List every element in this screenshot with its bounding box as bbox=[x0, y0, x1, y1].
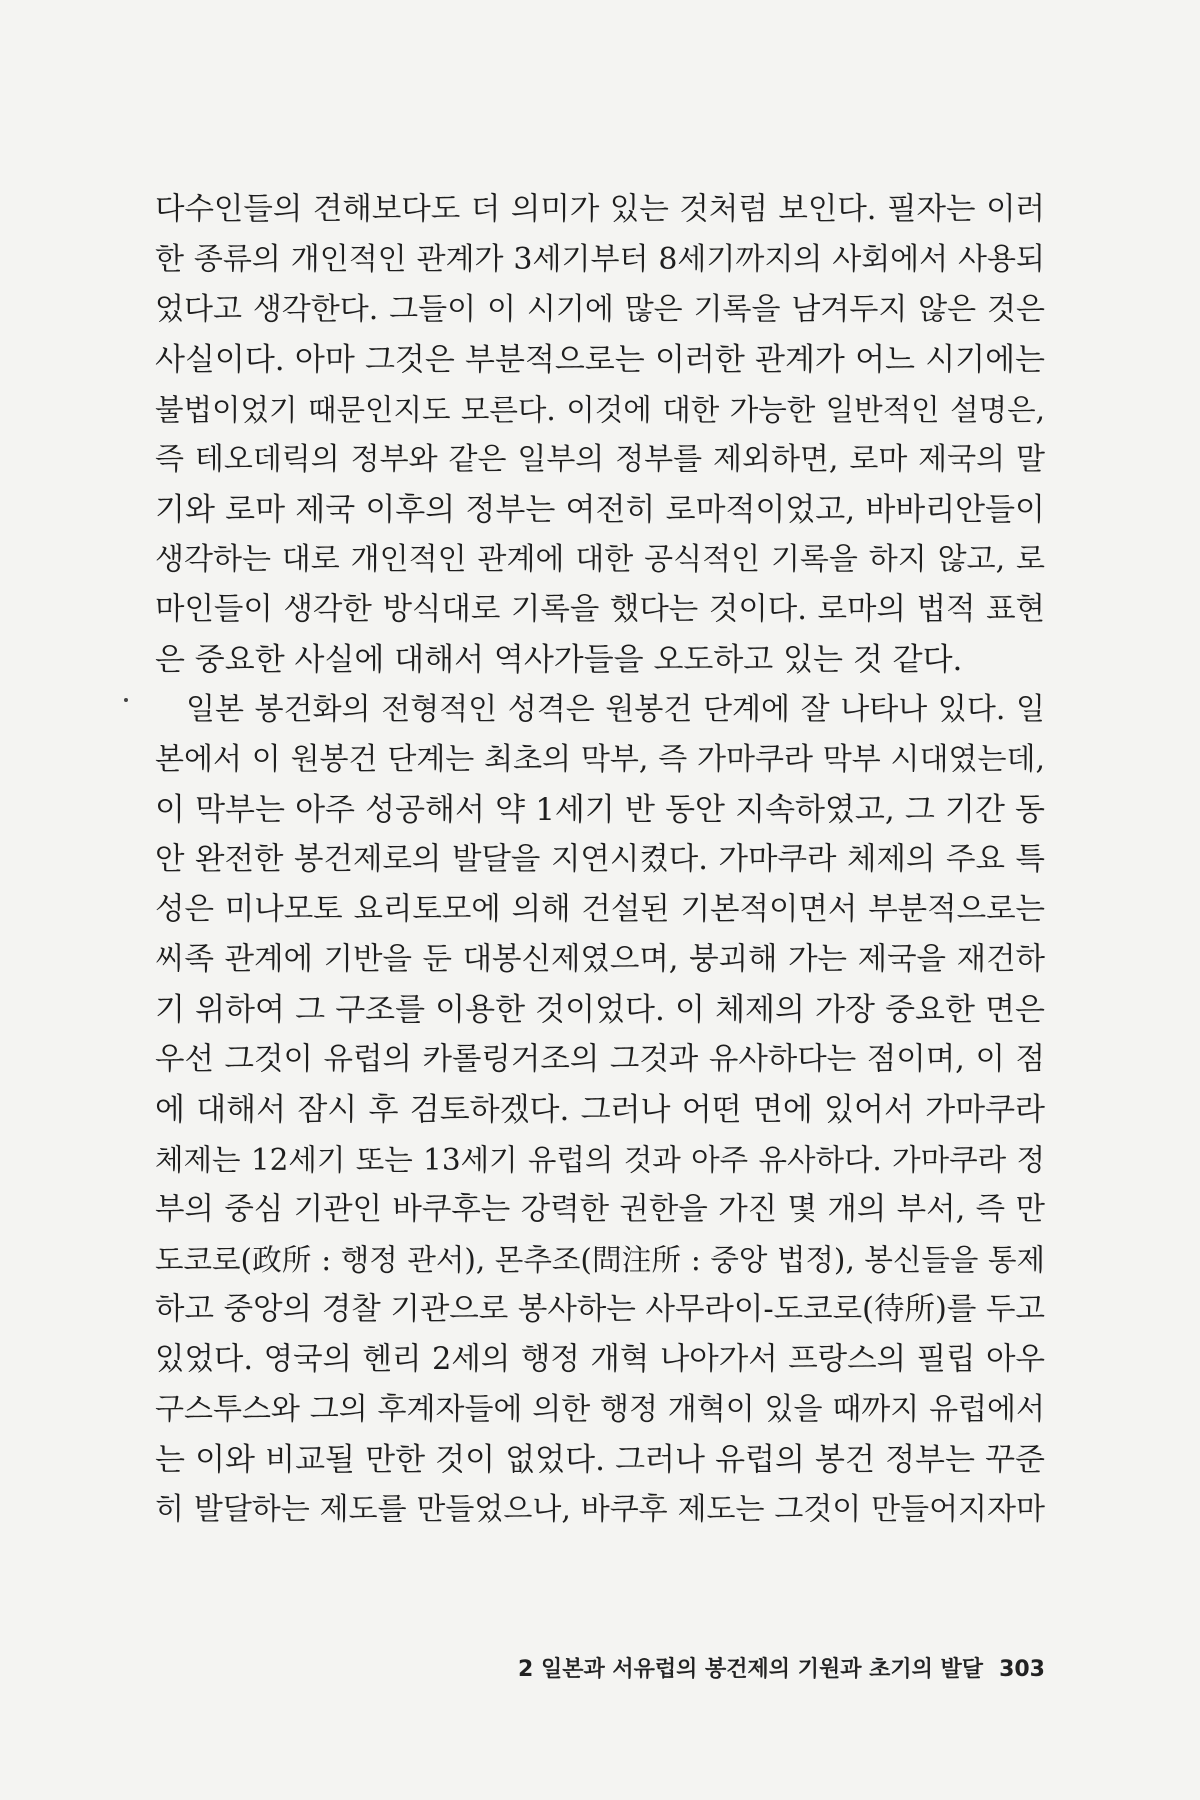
text-line: 한 종류의 개인적인 관계가 3세기부터 8세기까지의 사회에서 사용되 bbox=[155, 242, 1045, 277]
running-title: 2 일본과 서유럽의 봉건제의 기원과 초기의 발달 bbox=[518, 1657, 984, 1682]
text-line: 마인들이 생각한 방식대로 기록을 했다는 것이다. 로마의 법적 표현 bbox=[155, 592, 1045, 627]
text-line: 은 중요한 사실에 대해서 역사가들을 오도하고 있는 것 같다. bbox=[155, 642, 963, 678]
text-line: 다수인들의 견해보다도 더 의미가 있는 것처럼 보인다. 필자는 이러 bbox=[155, 192, 1045, 227]
text-line: 생각하는 대로 개인적인 관계에 대한 공식적인 기록을 하지 않고, 로 bbox=[155, 542, 1045, 577]
text-line: 도코로(政所 : 행정 관서), 몬추조(問注所 : 중앙 법정), 봉신들을 통제 bbox=[155, 1243, 1045, 1277]
text-line: 씨족 관계에 기반을 둔 대봉신제였으며, 붕괴해 가는 제국을 재건하 bbox=[155, 942, 1045, 977]
text-line: 우선 그것이 유럽의 카롤링거조의 그것과 유사하다는 점이며, 이 점 bbox=[155, 1042, 1045, 1077]
text-line: 안 완전한 봉건제로의 발달을 지연시켰다. 가마쿠라 체제의 주요 특 bbox=[155, 842, 1045, 877]
page-number: 303 bbox=[999, 1657, 1045, 1682]
text-line: 성은 미나모토 요리토모에 의해 건설된 기본적이면서 부분적으로는 bbox=[155, 892, 1045, 927]
text-line: 부의 중심 기관인 바쿠후는 강력한 권한을 가진 몇 개의 부서, 즉 만 bbox=[155, 1192, 1045, 1227]
text-line: 이 막부는 아주 성공해서 약 1세기 반 동안 지속하였고, 그 기간 동 bbox=[155, 792, 1045, 828]
text-line: 즉 테오데릭의 정부와 같은 일부의 정부를 제외하면, 로마 제국의 말 bbox=[155, 442, 1045, 477]
text-line: 구스투스와 그의 후계자들에 의한 행정 개혁이 있을 때까지 유럽에서 bbox=[155, 1392, 1045, 1427]
text-line: 하고 중앙의 경찰 기관으로 봉사하는 사무라이-도코로(待所)를 두고 bbox=[155, 1292, 1045, 1327]
text-line: 불법이었기 때문인지도 모른다. 이것에 대한 가능한 일반적인 설명은, bbox=[155, 393, 1045, 427]
text-line: 는 이와 비교될 만한 것이 없었다. 그러나 유럽의 봉건 정부는 꾸준 bbox=[155, 1442, 1045, 1478]
page-footer bbox=[440, 1653, 1045, 1687]
text-line: 히 발달하는 제도를 만들었으나, 바쿠후 제도는 그것이 만들어지자마 bbox=[155, 1492, 1045, 1527]
text-line: 체제는 12세기 또는 13세기 유럽의 것과 아주 유사하다. 가마쿠라 정 bbox=[155, 1143, 1045, 1177]
text-line: 사실이다. 아마 그것은 부분적으로는 이러한 관계가 어느 시기에는 bbox=[155, 342, 1045, 378]
text-line: 에 대해서 잠시 후 검토하겠다. 그러나 어떤 면에 있어서 가마쿠라 bbox=[155, 1092, 1045, 1128]
text-line: 일본 봉건화의 전형적인 성격은 원봉건 단계에 잘 나타나 있다. 일 bbox=[186, 692, 1045, 727]
text-line: 기와 로마 제국 이후의 정부는 여전히 로마적이었고, 바바리안들이 bbox=[155, 492, 1045, 528]
text-line: 있었다. 영국의 헨리 2세의 행정 개혁 나아가서 프랑스의 필립 아우 bbox=[155, 1342, 1045, 1377]
text-line: 기 위하여 그 구조를 이용한 것이었다. 이 체제의 가장 중요한 면은 bbox=[155, 992, 1045, 1028]
text-line: 본에서 이 원봉건 단계는 최초의 막부, 즉 가마쿠라 막부 시대였는데, bbox=[155, 742, 1045, 777]
print-speck bbox=[124, 698, 128, 702]
text-line: 었다고 생각한다. 그들이 이 시기에 많은 기록을 남겨두지 않은 것은 bbox=[155, 292, 1045, 327]
